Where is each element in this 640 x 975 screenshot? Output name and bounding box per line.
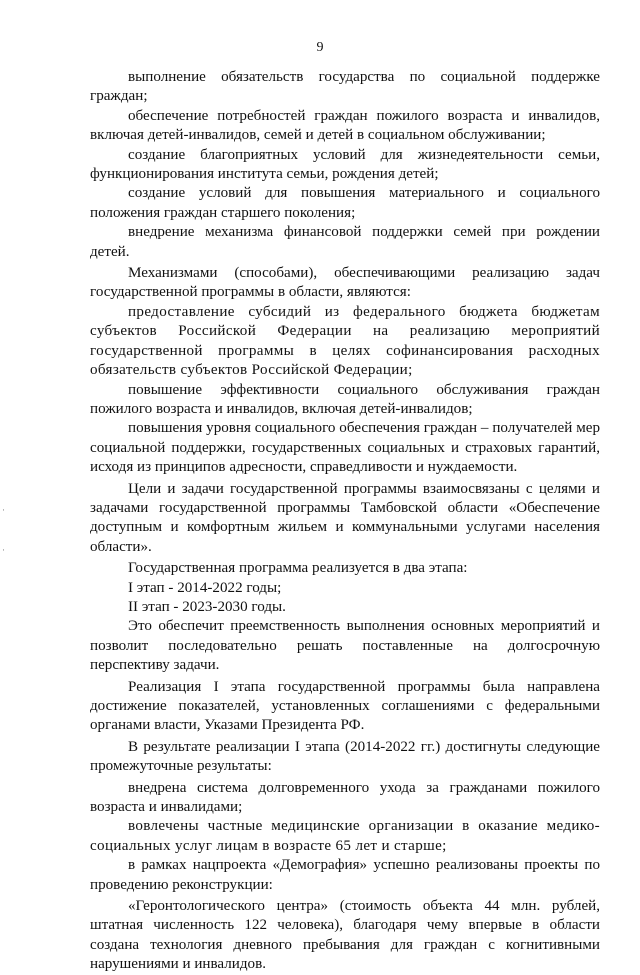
scan-edge-marks: · · (2, 505, 5, 555)
paragraph-1: выполнение обязательств государства по социальной поддержке граждан; (90, 69, 600, 105)
paragraph-11: Государственная программа реализуется в два этапа: (128, 560, 468, 577)
paragraph-9: повышения уровня социального обеспечения граждан – получателей мер социальной поддержки, государственных социальных и страховых гарантий, исходя из принципов адресности, справедливости и нуждаемости. (90, 420, 600, 476)
paragraph-12: I этап - 2014-2022 годы; (128, 579, 282, 596)
paragraph-6: Механизмами (способами), обеспечивающими реализацию задач государственной программы в области, являются: (90, 265, 600, 301)
paragraph-19: в рамках нацпроекта «Демография» успешно реализованы проекты по проведению реконструкции: (90, 857, 600, 893)
paragraph-13: II этап - 2023-2030 годы. (128, 598, 286, 615)
paragraph-17: внедрена система долговременного ухода за гражданами пожилого возраста и инвалидами; (90, 779, 600, 816)
document-body (90, 68, 600, 975)
paragraph-15: Реализация I этапа государственной программы была направлена достижение показателей, установленных соглашениями с федеральными органами власти, Указами Президента РФ. (90, 678, 600, 734)
paragraph-14: Это обеспечит преемственность выполнения основных мероприятий и позволит последовательно решать поставленные на долгосрочную перспективу задачи. (90, 618, 600, 674)
paragraph-8: повышение эффективности социального обслуживания граждан пожилого возраста и инвалидов, включая детей-инвалидов; (90, 381, 600, 417)
paragraph-2: обеспечение потребностей граждан пожилого возраста и инвалидов, включая детей-инвалидов, семей и детей в социальном обслуживании; (90, 107, 600, 144)
paragraph-7: предоставление субсидий из федерального бюджета бюджетам субъектов Российской Федерации на реализацию мероприятий государственной программы в целях софинансирования расходных обязательств субъектов Российской Федерации; (90, 303, 600, 379)
paragraph-4: создание условий для повышения материального и социального положения граждан старшего поколения; (90, 185, 600, 221)
page-number: 9 (316, 40, 324, 55)
paragraph-3: создание благоприятных условий для жизнедеятельности семьи, функционирования института семьи, рождения детей; (90, 146, 600, 183)
paragraph-20: «Геронтологического центра» (стоимость объекта 44 млн. рублей, штатная численность 122 человека), благодаря чему впервые в области создана технология дневного пребывания для граждан с когнитивными нарушениями и инвалидов. (90, 898, 600, 973)
paragraph-18: вовлечены частные медицинские организации в оказание медико-социальных услуг лицам в возрасте 65 лет и старше; (90, 818, 600, 854)
paragraph-5: внедрение механизма финансовой поддержки семей при рождении детей. (90, 224, 600, 260)
paragraph-10: Цели и задачи государственной программы взаимосвязаны с целями и задачами государственной программы Тамбовской области «Обеспечение доступным и комфортным жильем и коммунальными услугами населения области». (90, 480, 600, 555)
paragraph-16: В результате реализации I этапа (2014-2022 гг.) достигнуты следующие промежуточные результаты: (90, 738, 600, 775)
